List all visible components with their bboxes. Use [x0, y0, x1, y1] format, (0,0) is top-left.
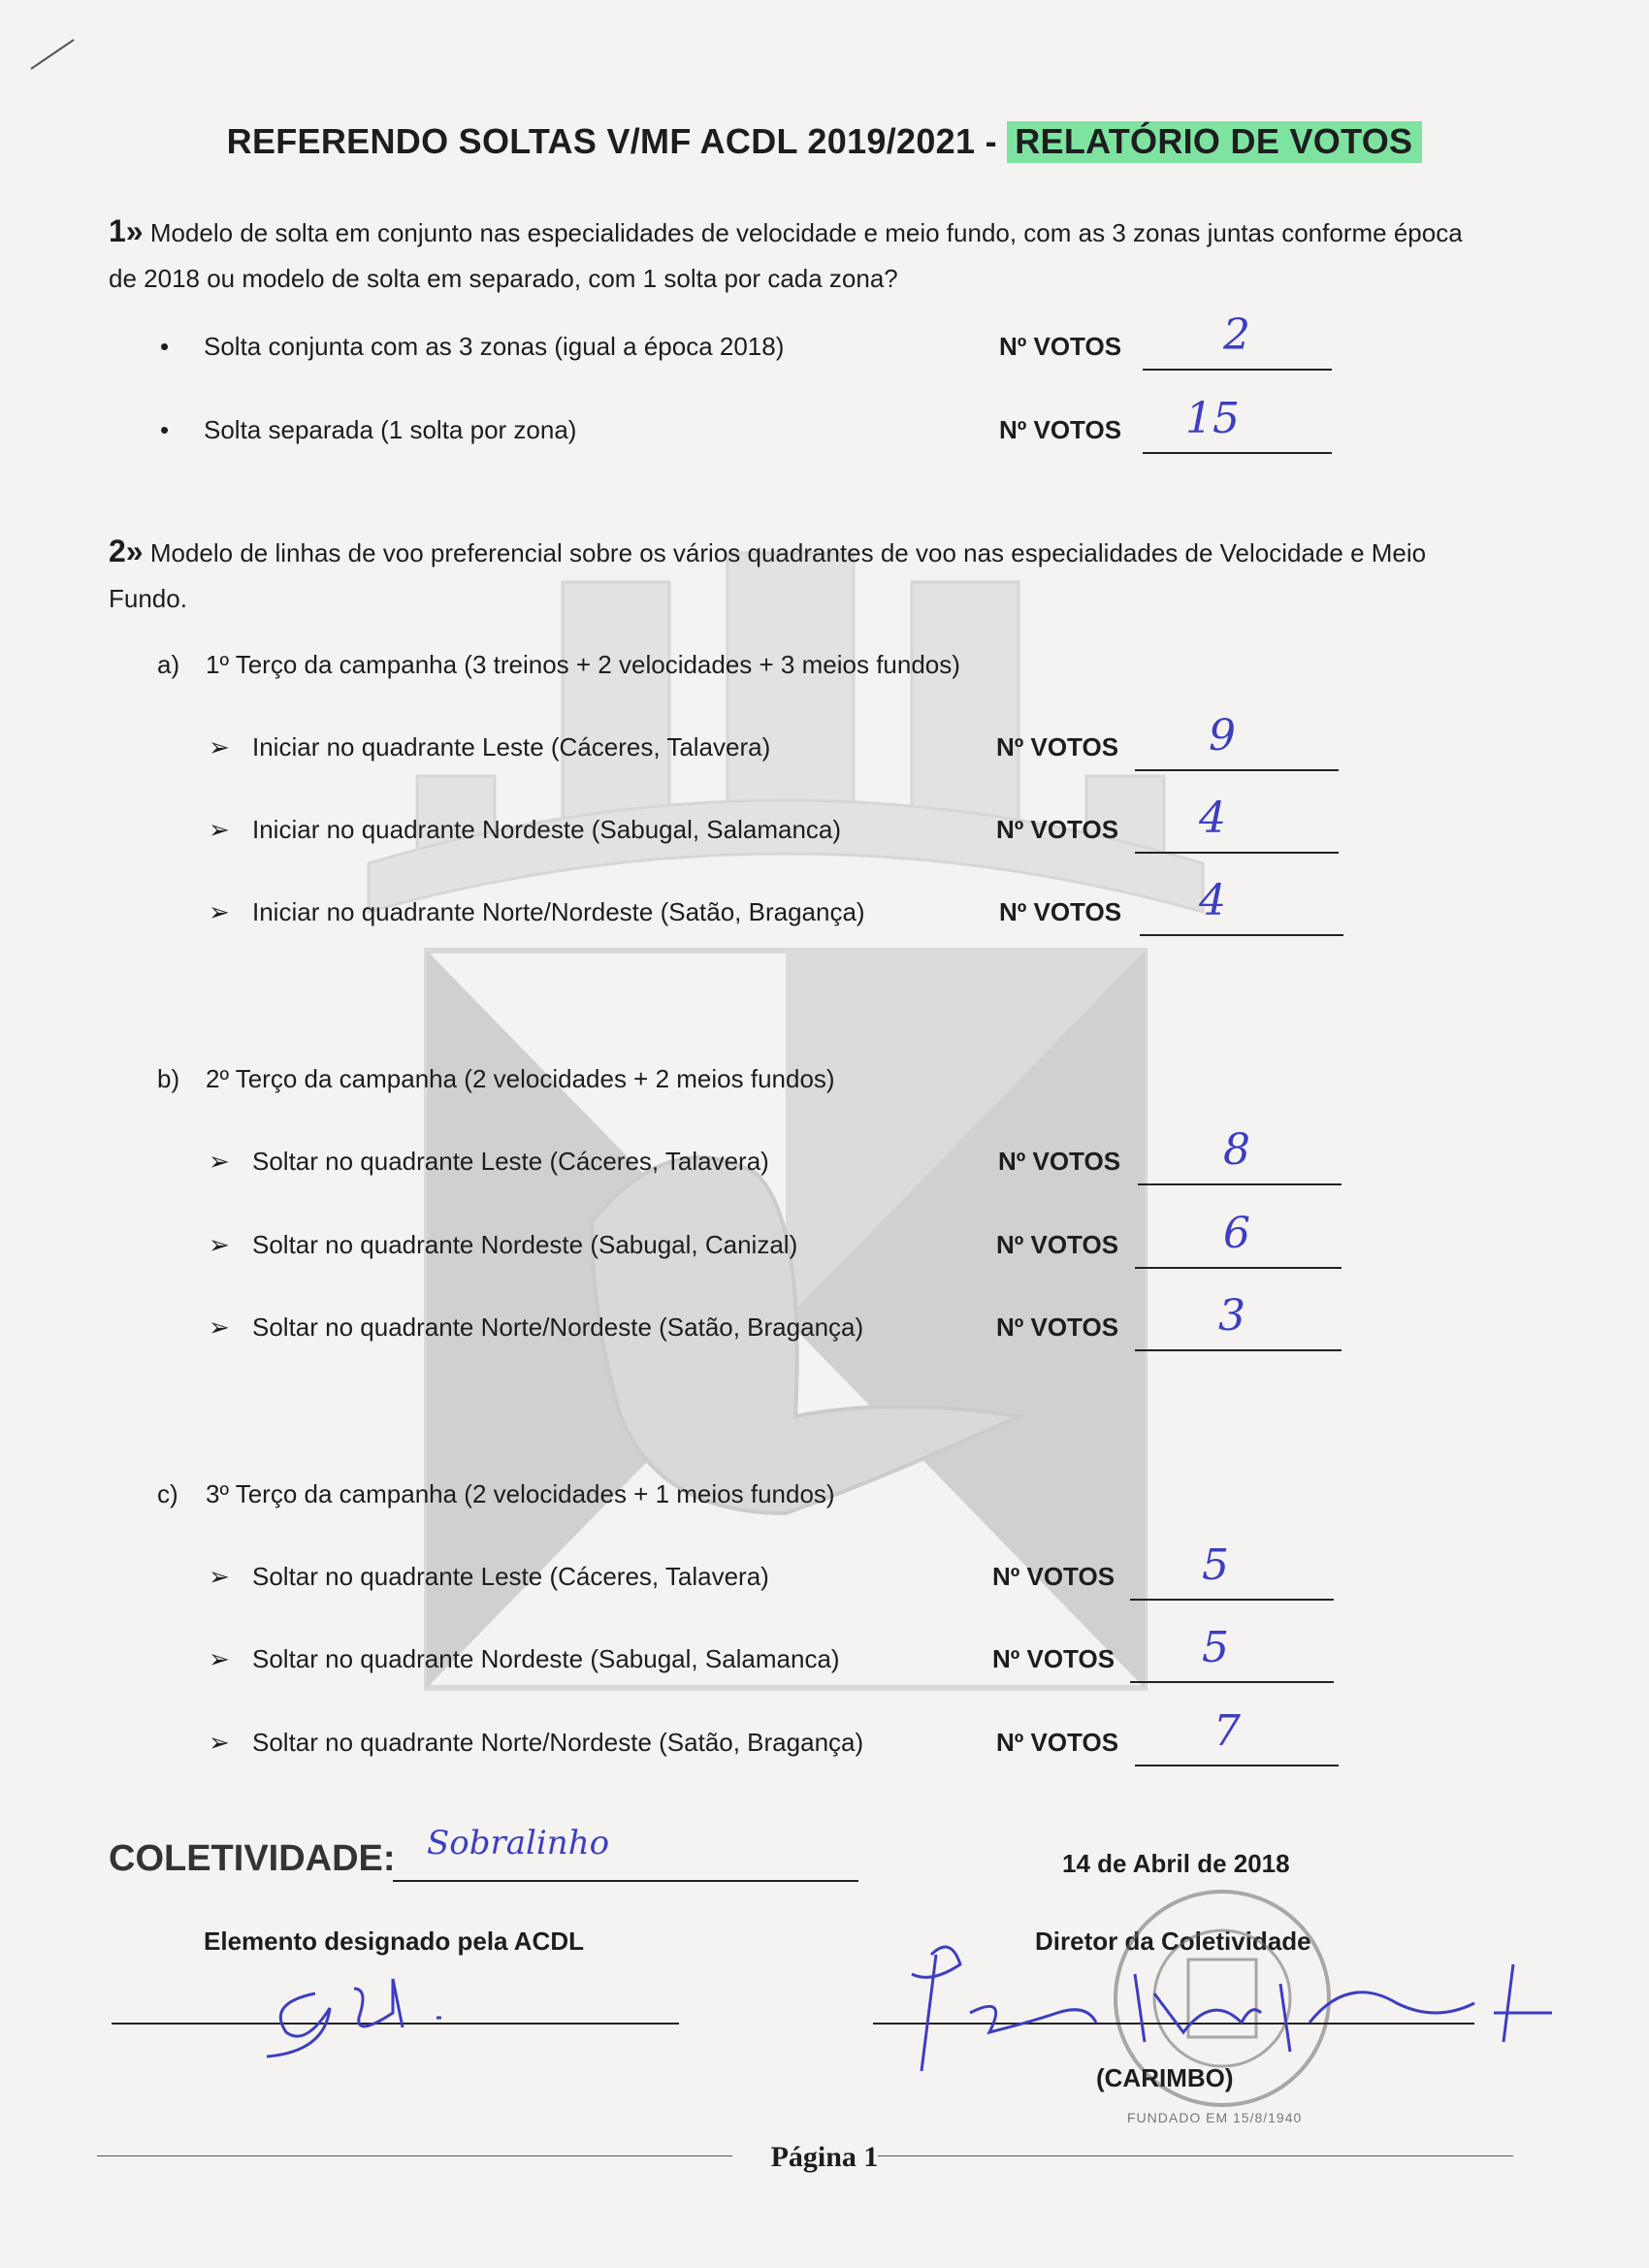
- section-title-text: 3º Terço da campanha (2 velocidades + 1 meios fundos): [206, 1479, 835, 1508]
- option-label: Soltar no quadrante Leste (Cáceres, Talavera): [252, 1147, 769, 1176]
- question-2-number: 2»: [109, 534, 144, 568]
- votes-label: Nº VOTOS: [999, 332, 1122, 361]
- votes-label: Nº VOTOS: [998, 1147, 1121, 1176]
- option-label: Solta separada (1 solta por zona): [204, 415, 577, 444]
- votes-label: Nº VOTOS: [996, 815, 1119, 844]
- votes-line: [1135, 1765, 1339, 1766]
- option-label: Soltar no quadrante Nordeste (Sabugal, Salamanca): [252, 1644, 840, 1673]
- votes-value[interactable]: 3: [1218, 1291, 1245, 1341]
- votes-value[interactable]: 2: [1223, 310, 1250, 360]
- elemento-label: Elemento designado pela ACDL: [204, 1927, 584, 1956]
- diretor-label: Diretor da Coletividade: [1035, 1927, 1311, 1956]
- coletividade-line: [393, 1880, 858, 1882]
- votes-line: [1135, 1349, 1342, 1351]
- section-letter: c): [157, 1479, 178, 1508]
- option-label: Solta conjunta com as 3 zonas (igual a época 2018): [204, 332, 785, 361]
- title-highlight: RELATÓRIO DE VOTOS: [1007, 121, 1422, 163]
- votes-line: [1135, 769, 1339, 771]
- date-text: 14 de Abril de 2018: [1062, 1849, 1290, 1878]
- page-title: [0, 121, 1649, 162]
- votes-line: [1130, 1599, 1334, 1601]
- section-a-title: [157, 650, 960, 680]
- votes-line: [1130, 1681, 1334, 1683]
- votes-label: Nº VOTOS: [992, 1644, 1116, 1673]
- arrow-bullet-icon: ➢: [209, 1644, 230, 1673]
- votes-label: Nº VOTOS: [999, 897, 1122, 926]
- stamp-fundado: FUNDADO EM 15/8/1940: [1127, 2110, 1303, 2125]
- coletividade-label: COLETIVIDADE:: [109, 1838, 396, 1879]
- diretor-signature: [892, 1916, 1591, 2081]
- option-label: Iniciar no quadrante Leste (Cáceres, Talavera): [252, 732, 771, 761]
- votes-line: [1143, 452, 1332, 454]
- votes-value[interactable]: 6: [1223, 1209, 1250, 1258]
- option-label: Soltar no quadrante Norte/Nordeste (Satão, Bragança): [252, 1728, 864, 1757]
- section-title-text: 2º Terço da campanha (2 velocidades + 2 meios fundos): [206, 1064, 835, 1093]
- votes-value[interactable]: 9: [1209, 711, 1236, 761]
- arrow-bullet-icon: ➢: [209, 815, 230, 844]
- arrow-bullet-icon: ➢: [209, 732, 230, 761]
- option-label: Iniciar no quadrante Norte/Nordeste (Satão, Bragança): [252, 897, 865, 926]
- question-1-number: 1»: [109, 213, 144, 248]
- option-label: Soltar no quadrante Norte/Nordeste (Satão, Bragança): [252, 1312, 864, 1342]
- votes-label: Nº VOTOS: [996, 1230, 1119, 1259]
- votes-value[interactable]: 5: [1202, 1623, 1229, 1672]
- question-2-text: Modelo de linhas de voo preferencial sobre os vários quadrantes de voo nas especialidades de Velocidade e Meio Fundo.: [109, 538, 1427, 613]
- question-2: [109, 529, 1486, 622]
- votes-line: [1138, 1183, 1342, 1185]
- votes-value[interactable]: 4: [1199, 794, 1226, 843]
- votes-label: Nº VOTOS: [999, 415, 1122, 444]
- title-main: REFERENDO SOLTAS V/MF ACDL 2019/2021 -: [226, 121, 997, 161]
- votes-label: Nº VOTOS: [996, 1312, 1119, 1342]
- elemento-signature: [247, 1960, 500, 2066]
- votes-line: [1135, 1267, 1342, 1269]
- option-label: Soltar no quadrante Leste (Cáceres, Talavera): [252, 1562, 769, 1591]
- question-1-text: Modelo de solta em conjunto nas especialidades de velocidade e meio fundo, com as 3 zonas juntas conforme época de 2018 ou modelo de solta em separado, com 1 solta por cada zona?: [109, 218, 1463, 293]
- option-label: Iniciar no quadrante Nordeste (Sabugal, Salamanca): [252, 815, 842, 844]
- arrow-bullet-icon: ➢: [209, 1230, 230, 1259]
- carimbo-label: (CARIMBO): [1096, 2063, 1234, 2092]
- watermark-crest: [349, 543, 1222, 1707]
- votes-label: Nº VOTOS: [996, 1728, 1119, 1757]
- votes-value[interactable]: 15: [1185, 394, 1240, 443]
- section-letter: b): [157, 1064, 180, 1093]
- arrow-bullet-icon: ➢: [209, 1147, 230, 1176]
- arrow-bullet-icon: ➢: [209, 1728, 230, 1757]
- section-c-title: [157, 1479, 835, 1509]
- coletividade-value[interactable]: Sobralinho: [427, 1824, 610, 1863]
- arrow-bullet-icon: ➢: [209, 1312, 230, 1342]
- votes-label: Nº VOTOS: [996, 732, 1119, 761]
- page-number: Página 1: [770, 2141, 879, 2173]
- bullet-icon: •: [160, 332, 170, 361]
- option-label: Soltar no quadrante Nordeste (Sabugal, Canizal): [252, 1230, 798, 1259]
- votes-value[interactable]: 8: [1223, 1125, 1250, 1175]
- arrow-bullet-icon: ➢: [209, 897, 230, 926]
- votes-line: [1135, 852, 1339, 854]
- votes-value[interactable]: 7: [1213, 1706, 1241, 1756]
- votes-line: [1140, 934, 1343, 936]
- votes-line: [1143, 369, 1332, 371]
- corner-pen-mark: [29, 34, 78, 73]
- arrow-bullet-icon: ➢: [209, 1562, 230, 1591]
- votes-value[interactable]: 5: [1202, 1540, 1229, 1590]
- bullet-icon: •: [160, 415, 170, 444]
- question-1: [109, 209, 1486, 302]
- votes-label: Nº VOTOS: [992, 1562, 1116, 1591]
- section-b-title: [157, 1064, 835, 1094]
- section-letter: a): [157, 650, 180, 679]
- votes-value[interactable]: 4: [1199, 876, 1226, 925]
- section-title-text: 1º Terço da campanha (3 treinos + 2 velocidades + 3 meios fundos): [206, 650, 960, 679]
